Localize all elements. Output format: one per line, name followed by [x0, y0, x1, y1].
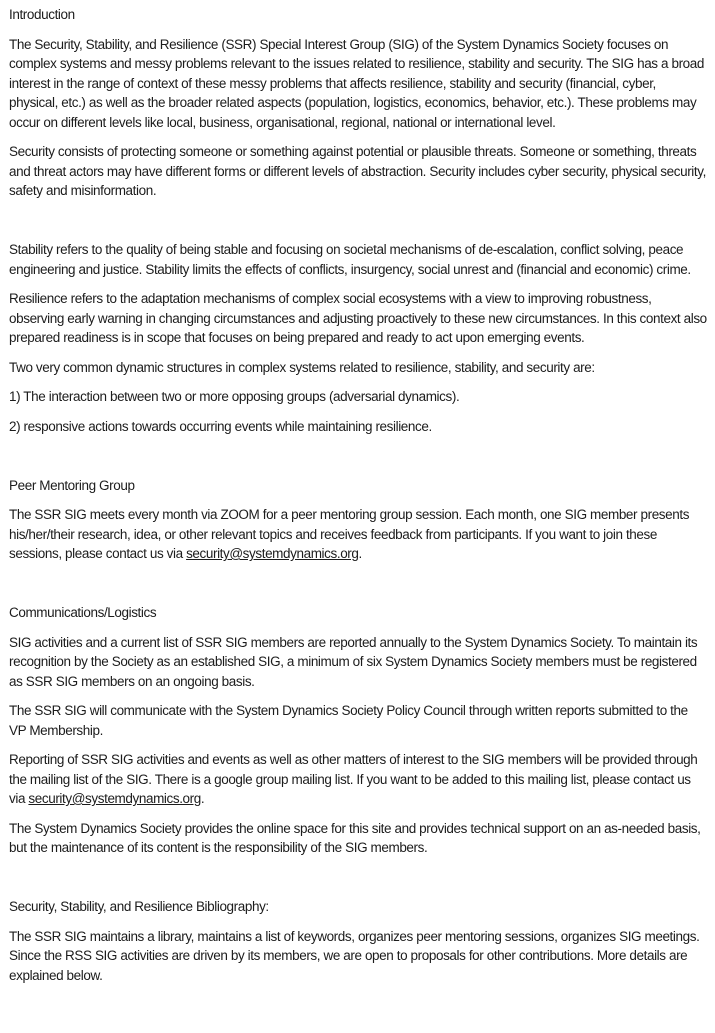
paragraph-peer-mentoring [9, 505, 707, 564]
paragraph-sig-annual-reporting: SIG activities and a current list of SSR SIG members are reported annually to the System Dynamics Society. To maintain its recognition by the Society as an established SIG, a minimum of six System Dynamics Society members must be registered as SSR SIG members on an ongoing basis. [9, 634, 698, 689]
paragraph-stability-definition: Stability refers to the quality of being stable and focusing on societal mechanisms of de-escalation, conflict solving, peace engineering and justice. Stability limits the effects of conflicts, insurgency, social unrest and (financial and economic) crime. [9, 242, 691, 277]
section-heading-bibliography: Security, Stability, and Resilience Bibliography: [9, 899, 269, 914]
paragraph-mailing-list [9, 750, 707, 809]
paragraph-online-space: The System Dynamics Society provides the online space for this site and provides technical support on an as-needed basis, but the maintenance of its content is the responsibility of the SIG members. [9, 820, 701, 855]
empty-paragraph [9, 868, 707, 888]
section-heading-introduction: Introduction [9, 7, 75, 22]
empty-paragraph [9, 446, 707, 466]
paragraph-resilience-definition: Resilience refers to the adaptation mechanisms of complex social ecosystems with a view to improving robustness, observing early warning in changing circumstances and adjusting proactively to these new circumstances. In this context also prepared readiness is in scope that focuses on being prepared and ready to act upon emerging events. [9, 291, 707, 345]
paragraph-dynamic-structures-intro: Two very common dynamic structures in complex systems related to resilience, stability, and security are: [9, 359, 595, 375]
empty-paragraph [9, 211, 707, 231]
paragraph-security-definition: Security consists of protecting someone or something against potential or plausible threats. Someone or something, threats and threat actors may have different forms or different levels of abstraction. Security includes cyber security, physical security, safety and misinformation. [9, 144, 706, 198]
paragraph-text: The SSR SIG meets every month via ZOOM for a peer mentoring group session. Each month, one SIG member presents his/her/their research, idea, or other relevant topics and receives feedback from participants. If you want to join these sessions, please contact us via [9, 507, 690, 561]
section-heading-peer-mentoring-group: Peer Mentoring Group [9, 477, 135, 493]
paragraph-list-item-2: 2) responsive actions towards occurring events while maintaining resilience. [9, 418, 432, 434]
paragraph-list-item-1: 1) The interaction between two or more opposing groups (adversarial dynamics). [9, 389, 460, 404]
paragraph-ssr-overview: The Security, Stability, and Resilience (SSR) Special Interest Group (SIG) of the System Dynamics Society focuses on complex systems and messy problems relevant to the issues related to resilience, stability and security. The SIG has a broad interest in the range of context of these messy problems that affects resilience, stability and security (financial, cyber, physical, etc.) as well as the broader related aspects (population, logistics, economics, behavior, etc.). These problems may occur on different levels like local, business, organisational, regional, national or international level. [9, 36, 704, 130]
section-heading-communications-logistics: Communications/Logistics [9, 605, 157, 620]
paragraph-sig-contributions: The SSR SIG maintains a library, maintains a list of keywords, organizes peer mentoring sessions, organizes SIG meetings. Since the RSS SIG activities are driven by its members, we are open to proposals for other contributions. More details are explained below. [9, 928, 700, 983]
paragraph-text: . [358, 546, 362, 561]
paragraph-text: Reporting of SSR SIG activities and events as well as other matters of interest to the SIG members will be provided through the mailing list of the SIG. There is a google group mailing list. If you want to be added to this mailing list, please contact us via [9, 752, 698, 806]
paragraph-policy-council: The SSR SIG will communicate with the System Dynamics Society Policy Council through written reports submitted to the VP Membership. [9, 703, 688, 738]
empty-paragraph [9, 574, 707, 594]
paragraph-text: . [200, 791, 205, 806]
email-link[interactable]: security@systemdynamics.org [28, 791, 201, 806]
email-link[interactable]: security@systemdynamics.org [186, 546, 359, 561]
